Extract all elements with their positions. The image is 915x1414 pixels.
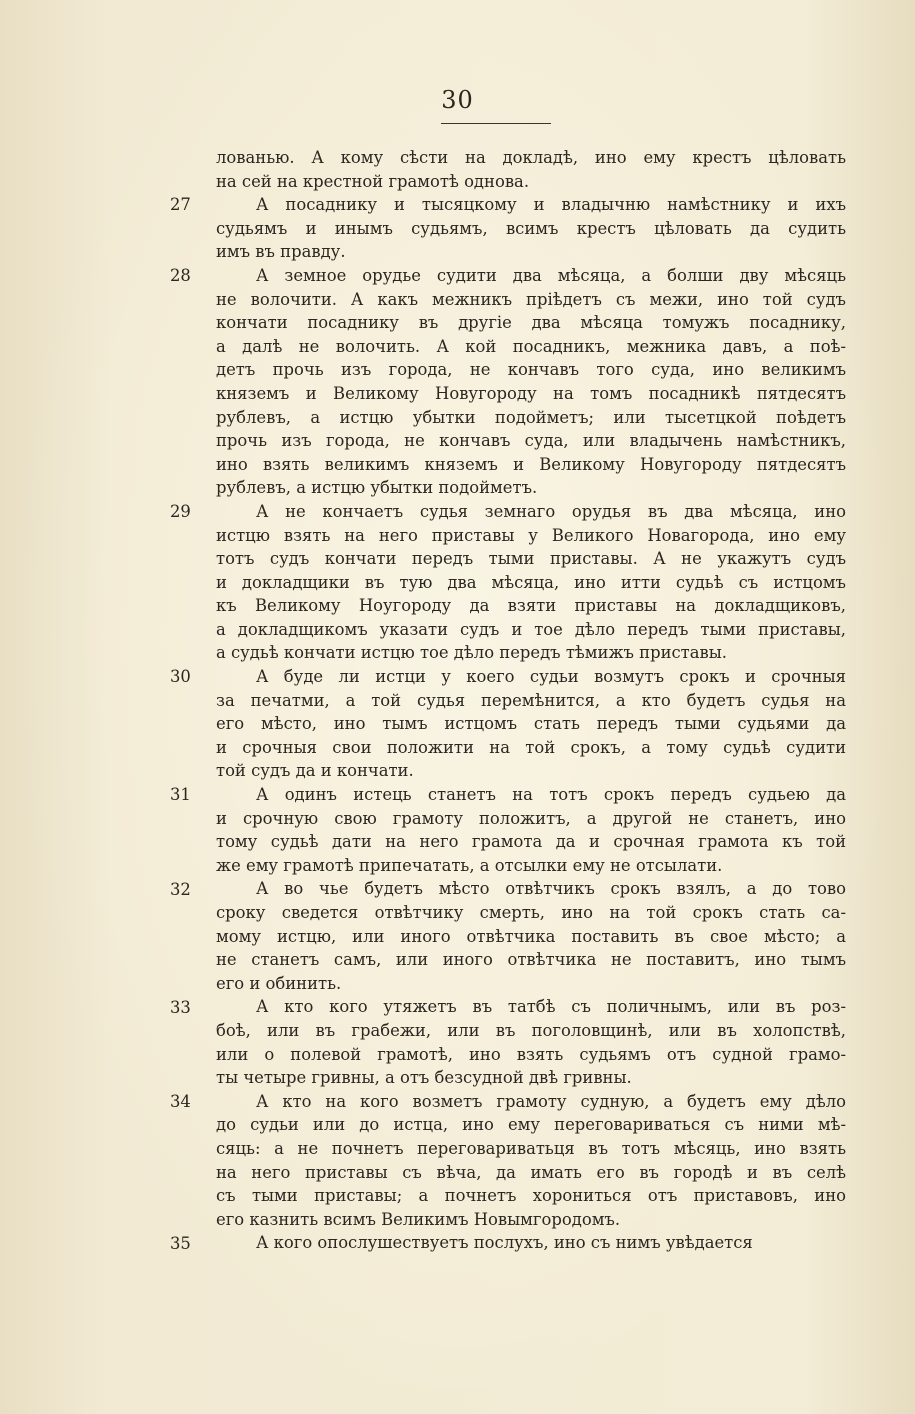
text-line: или о полевой грамотѣ, ино взять судьямъ отъ судной грамо-	[216, 1044, 846, 1064]
article-number: 32	[170, 879, 191, 899]
article-number: 28	[170, 266, 191, 285]
paragraph	[216, 193, 846, 264]
text-line: его и обинить.	[216, 973, 342, 993]
text-line: лованью. А кому сѣсти на докладѣ, ино ему крестъ цѣловать	[216, 148, 846, 167]
article-number: 34	[170, 1092, 191, 1111]
text-line: на него приставы съ вѣча, да имать его въ городѣ и въ селѣ	[216, 1162, 846, 1182]
paragraph	[216, 877, 846, 995]
text-line: А не кончаетъ судья земнаго орудья въ два мѣсяца, ино	[256, 501, 846, 521]
text-line: а докладщикомъ указати судъ и тое дѣло передъ тыми приставы,	[216, 619, 846, 639]
header-rule	[441, 123, 551, 124]
text-line: А кого опослушествуетъ послухъ, ино съ нимъ увѣдается	[256, 1233, 753, 1253]
text-line: и срочную свою грамоту положитъ, а другой не станетъ, ино	[216, 808, 846, 828]
text-line: ты четыре гривны, а отъ безсудной двѣ гривны.	[216, 1068, 632, 1088]
article-number: 29	[170, 502, 191, 521]
article-number: 35	[170, 1233, 191, 1253]
text-line: а далѣ не волочить. А кой посадникъ, межника давъ, а поѣ-	[216, 336, 846, 356]
text-line: а судьѣ кончати истцю тое дѣло передъ тѣмижъ приставы.	[216, 643, 727, 663]
paragraph	[216, 1231, 846, 1255]
text-line: княземъ и Великому Новугороду на томъ посадникѣ пятдесятъ	[216, 383, 846, 403]
text-line: боѣ, или въ грабежи, или въ поголовщинѣ, или въ холопствѣ,	[216, 1020, 846, 1040]
text-line: тому судьѣ дати на него грамота да и срочная грамота къ той	[216, 832, 846, 852]
text-line: А кто кого утяжетъ въ татбѣ съ поличнымъ, или въ роз-	[256, 997, 846, 1017]
text-line: ино взять великимъ княземъ и Великому Новугороду пятдесятъ	[216, 454, 846, 474]
text-line: и срочныя свои положити на той срокъ, а тому судьѣ судити	[216, 737, 846, 757]
text-line: кончати посаднику въ другіе два мѣсяца томужъ посаднику,	[216, 313, 846, 333]
text-line: прочь изъ города, не кончавъ суда, или владычень намѣстникъ,	[216, 431, 846, 451]
text-line: той судъ да и кончати.	[216, 761, 414, 781]
article-number: 30	[170, 667, 191, 687]
text-line: истцю взять на него приставы у Великого Новагорода, ино ему	[216, 525, 846, 545]
page-number: 30	[441, 86, 474, 114]
article-number: 33	[170, 997, 191, 1017]
text-line: судьямъ и инымъ судьямъ, всимъ крестъ цѣловать да судить	[216, 218, 846, 238]
text-line: А буде ли истци у коего судьи возмутъ срокъ и срочныя	[256, 667, 846, 687]
text-line: мому истцю, или иного отвѣтчика поставить въ свое мѣсто; а	[216, 926, 846, 946]
text-line: сроку сведется отвѣтчику смерть, ино на той срокъ стать са-	[216, 903, 846, 922]
text-line: рублевъ, а истцю убытки подойметъ.	[216, 478, 538, 498]
text-line: его мѣсто, ино тымъ истцомъ стать передъ тыми судьями да	[216, 714, 846, 734]
text-line: до судьи или до истца, ино ему переговариваться съ ними мѣ-	[216, 1115, 846, 1135]
article-number: 27	[170, 195, 191, 215]
text-line: же ему грамотѣ припечатать, а отсылки ему не отсылати.	[216, 855, 723, 875]
text-line: детъ прочь изъ города, не кончавъ того суда, ино великимъ	[216, 360, 846, 380]
text-line: на сей на крестной грамотѣ однова.	[216, 171, 530, 191]
text-line: къ Великому Ноугороду да взяти приставы на докладщиковъ,	[216, 596, 846, 616]
text-line: и докладщики въ тую два мѣсяца, ино итти судьѣ съ истцомъ	[216, 572, 846, 592]
text-line: съ тыми приставы; а почнетъ хорониться отъ приставовъ, ино	[216, 1186, 846, 1206]
paragraph	[216, 146, 846, 193]
text-line: А земное орудье судити два мѣсяца, а болши дву мѣсяць	[256, 265, 846, 285]
text-line: А во чье будетъ мѣсто отвѣтчикъ срокъ взялъ, а до тово	[256, 879, 846, 899]
paragraph	[216, 665, 846, 783]
text-line: не волочити. А какъ межникъ пріѣдетъ съ межи, ино той судъ	[216, 289, 846, 309]
text-line: тотъ судъ кончати передъ тыми приставы. А не укажутъ судъ	[216, 549, 846, 569]
text-line: рублевъ, а истцю убытки подойметъ; или тысетцкой поѣдетъ	[216, 407, 846, 427]
text-line: имъ въ правду.	[216, 242, 346, 262]
text-line: сяць: а не почнетъ переговариватьця въ тотъ мѣсяць, ино взять	[216, 1138, 846, 1158]
text-line: А посаднику и тысяцкому и владычню намѣстнику и ихъ	[256, 195, 846, 215]
text-line: его казнить всимъ Великимъ Новымгородомъ.	[216, 1209, 621, 1229]
body-text	[216, 146, 846, 1255]
paragraph	[216, 264, 846, 500]
article-number: 31	[170, 785, 191, 805]
paragraph	[216, 500, 846, 665]
text-line: не станетъ самъ, или иного отвѣтчика не поставитъ, ино тымъ	[216, 950, 846, 970]
paragraph	[216, 1090, 846, 1232]
text-line: за печатми, а той судья перемѣнится, а кто будетъ судья на	[216, 690, 846, 710]
paragraph	[216, 995, 846, 1089]
text-line: А одинъ истець станетъ на тотъ срокъ передъ судьею да	[256, 785, 846, 805]
text-line: А кто на кого возметъ грамоту судную, а будетъ ему дѣло	[256, 1091, 846, 1111]
paragraph	[216, 783, 846, 877]
